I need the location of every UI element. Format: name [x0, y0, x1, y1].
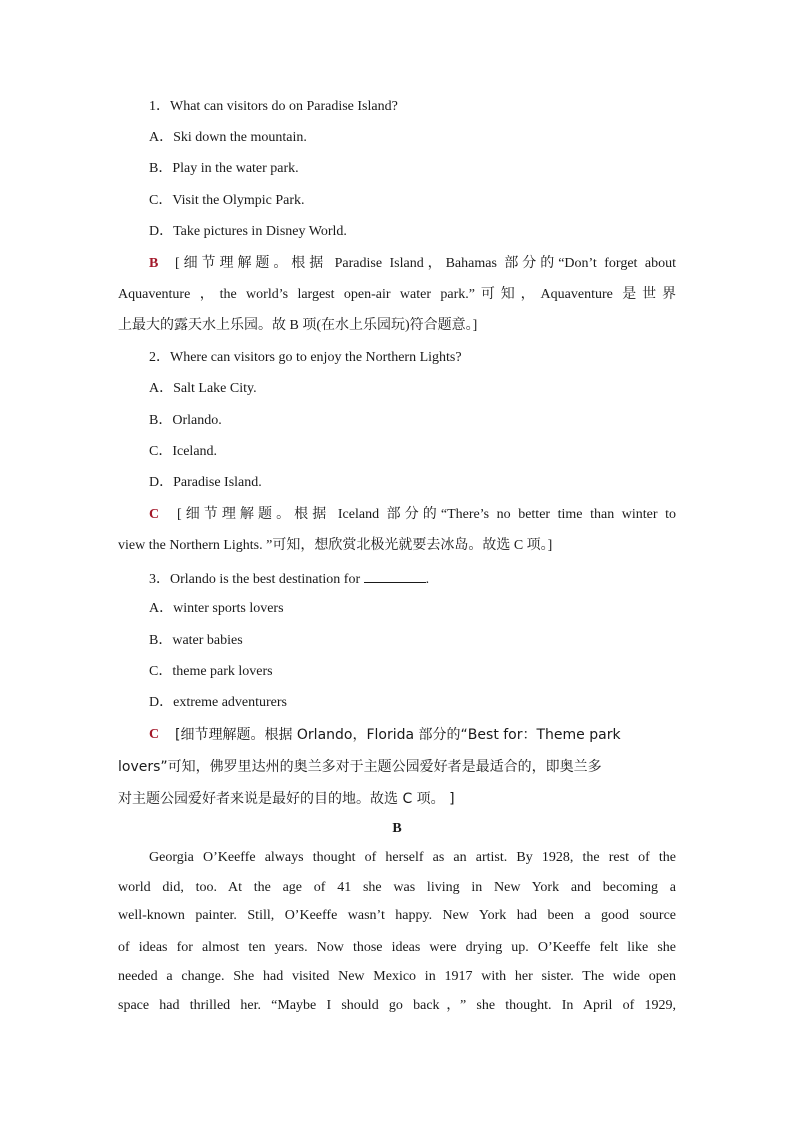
- question-3-explanation-line-3: 对主题公园爱好者来说是最好的目的地。故选 C 项。 ]: [118, 791, 455, 807]
- question-3-explanation-line-2: lovers”可知，佛罗里达州的奥兰多对于主题公园爱好者是最适合的，即奥兰多: [118, 759, 602, 775]
- passage-line-3: well-known painter. Still, O’Keeffe wasn’t happy. New York had been a good source: [118, 908, 676, 923]
- question-2-option-a: A．Salt Lake City.: [149, 381, 257, 396]
- answer-blank: [364, 568, 426, 583]
- question-3-stem-text: 3．Orlando is the best destination for: [149, 572, 364, 587]
- question-2-option-b: B．Orlando.: [149, 413, 222, 428]
- question-3-option-a: A．winter sports lovers: [149, 601, 284, 616]
- question-2-stem: 2．Where can visitors go to enjoy the Northern Lights?: [149, 350, 462, 365]
- question-1-explanation-line-3: 上最大的露天水上乐园。故 B 项(在水上乐园玩)符合题意。]: [118, 318, 478, 333]
- question-2-answer: C: [149, 507, 160, 522]
- passage-line-2: world did, too. At the age of 41 she was living in New York and becoming a: [118, 880, 676, 895]
- passage-line-1: Georgia O’Keeffe always thought of herself as an artist. By 1928, the rest of the: [149, 850, 676, 865]
- question-1-explanation-line-2: Aquaventure ，the world’s largest open-air water park.”可知，Aquaventure 是世界: [118, 287, 676, 302]
- question-3-option-d: D．extreme adventurers: [149, 695, 287, 710]
- question-3-stem-end: .: [425, 572, 430, 587]
- question-2-explanation-line-2: view the Northern Lights. ”可知，想欣赏北极光就要去冰岛。故选 C 项。]: [118, 538, 553, 553]
- question-2-option-c: C．Iceland.: [149, 444, 218, 459]
- question-3-answer: C: [149, 727, 160, 742]
- question-1-explanation-line-1: [细节理解题。根据 Paradise Island，Bahamas 部分的“Don’t forget about: [175, 256, 676, 271]
- question-1-option-a: A．Ski down the mountain.: [149, 130, 307, 145]
- question-1-option-d: D．Take pictures in Disney World.: [149, 224, 347, 239]
- passage-line-5: needed a change. She had visited New Mexico in 1917 with her sister. The wide open: [118, 969, 676, 984]
- question-1-stem: 1．What can visitors do on Paradise Island?: [149, 99, 398, 114]
- question-1-option-b: B．Play in the water park.: [149, 161, 299, 176]
- question-1-option-c: C．Visit the Olympic Park.: [149, 193, 305, 208]
- question-1-answer: B: [149, 256, 159, 271]
- passage-line-6: space had thrilled her. “Maybe I should go back，” she thought. In April of 1929,: [118, 998, 676, 1013]
- question-3-option-c: C．theme park lovers: [149, 664, 273, 679]
- section-b-title: B: [392, 821, 402, 836]
- question-2-option-d: D．Paradise Island.: [149, 475, 262, 490]
- question-3-explanation-line-1: [细节理解题。根据 Orlando，Florida 部分的“Best for：Theme park: [175, 727, 621, 743]
- question-3-option-b: B．water babies: [149, 633, 243, 648]
- question-2-explanation-line-1: [细节理解题。根据 Iceland 部分的“There’s no better time than winter to: [177, 507, 676, 522]
- passage-line-4: of ideas for almost ten years. Now those ideas were drying up. O’Keeffe felt like she: [118, 940, 676, 955]
- question-3-stem: [149, 568, 709, 590]
